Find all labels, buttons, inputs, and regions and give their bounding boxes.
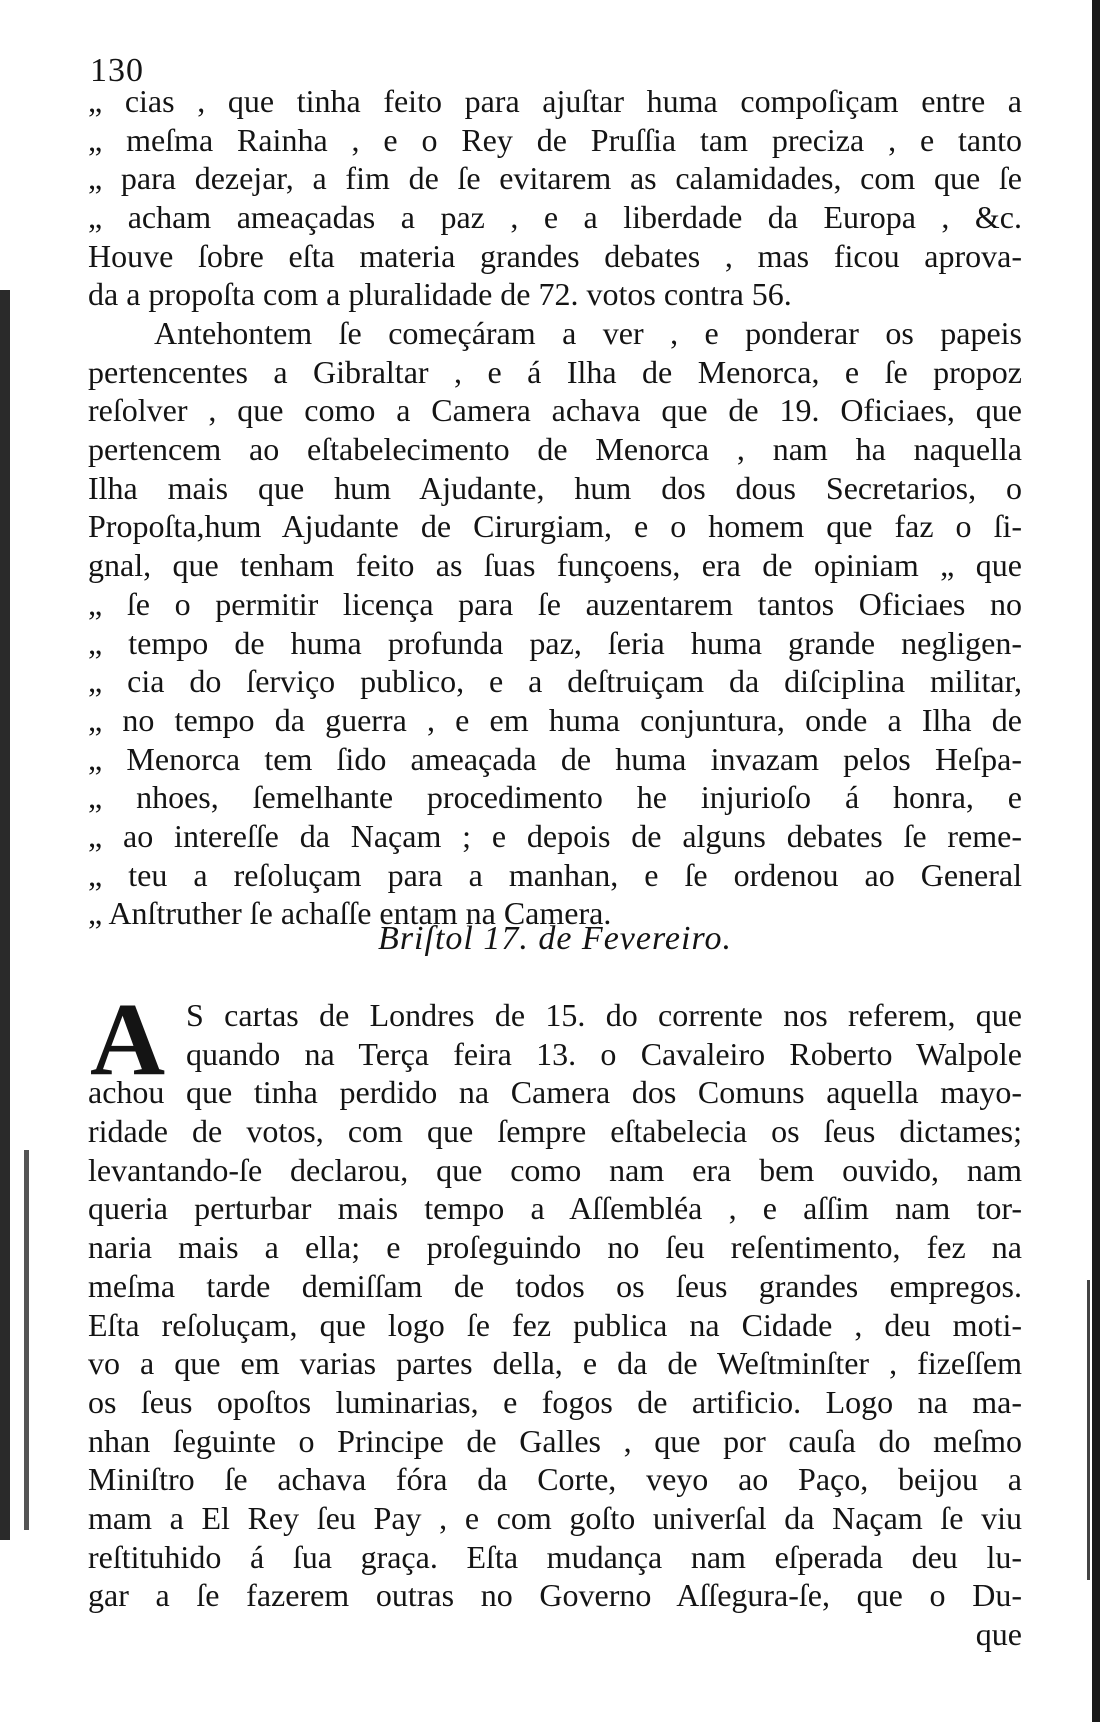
text-line: Ilha mais que hum Ajudante, hum dos dous Secretarios, o: [88, 469, 1022, 506]
text-line: Houve ſobre eſta materia grandes debates , mas ficou aprova-: [88, 237, 1022, 274]
text-line: „ ſe o permitir licença para ſe auzentarem tantos Oficiaes no: [88, 585, 1022, 622]
text-line: reſolver , que como a Camera achava que de 19. Oficiaes, que: [88, 392, 1022, 429]
text-line: gnal, que tenham feito as ſuas funçoens, era de opiniam „ que: [88, 547, 1022, 584]
paragraph-2: [88, 314, 1022, 933]
text-line: quando na Terça feira 13. o Cavaleiro Roberto Walpole: [186, 1035, 1022, 1072]
text-line: „ para dezejar, a fim de ſe evitarem as calamidades, com que ſe: [88, 160, 1022, 197]
text-line: meſma tarde demiſſam de todos os ſeus grandes empregos.: [88, 1267, 1022, 1304]
text-line: mam a El Rey ſeu Pay , e com goſto univerſal da Naçam ſe viu: [88, 1499, 1022, 1536]
text-line: levantando-ſe declarou, que como nam era bem ouvido, nam: [88, 1151, 1022, 1188]
text-line: achou que tinha perdido na Camera dos Comuns aquella mayo-: [88, 1074, 1022, 1111]
page-number: 130: [90, 52, 144, 89]
text-line: naria mais a ella; e proſeguindo no ſeu reſentimento, fez na: [88, 1229, 1022, 1266]
text-line: „ ao intereſſe da Naçam ; e depois de alguns debates ſe reme-: [88, 817, 1022, 854]
text-line: ridade de votos, com que ſempre eſtabelecia os ſeus dictames;: [88, 1113, 1022, 1150]
text-line: da a propoſta com a pluralidade de 72. votos contra 56.: [88, 276, 792, 313]
catchword: que: [975, 1616, 1022, 1652]
drop-cap: A: [90, 982, 166, 1097]
page-edge-shadow-left-inner: [24, 1150, 29, 1530]
text-line: „ meſma Rainha , e o Rey de Pruſſia tam preciza , e tanto: [88, 121, 1022, 158]
text-line: queria perturbar mais tempo a Aſſembléa , e aſſim nam tor-: [88, 1190, 1022, 1227]
text-line: „ acham ameaçadas a paz , e a liberdade da Europa , &c.: [88, 199, 1022, 236]
text-line: „ teu a reſoluçam para a manhan, e ſe ordenou ao General: [88, 856, 1022, 893]
text-line: „ Anſtruther ſe achaſſe entam na Camera.: [88, 895, 612, 932]
text-line: Propoſta,hum Ajudante de Cirurgiam, e o homem que faz o ſi-: [88, 508, 1022, 545]
paragraph-3: [88, 982, 1022, 1654]
text-line: vo a que em varias partes della, e da de Weſtminſter , fizeſſem: [88, 1345, 1022, 1382]
text-line: nhan ſeguinte o Principe de Galles , que por cauſa do meſmo: [88, 1422, 1022, 1459]
text-line: S cartas de Londres de 15. do corrente nos referem, que: [186, 997, 1022, 1033]
text-line: „ no tempo da guerra , e em huma conjuntura, onde a Ilha de: [88, 701, 1022, 738]
text-line: „ Menorca tem ſido ameaçada de huma invazam pelos Heſpa-: [88, 740, 1022, 777]
text-line: „ cias , que tinha feito para ajuſtar huma compoſiçam entre a: [88, 83, 1022, 119]
text-line: „ nhoes, ſemelhante procedimento he injurioſo á honra, e: [88, 779, 1022, 816]
text-line: „ tempo de huma profunda paz, ſeria huma grande negligen-: [88, 624, 1022, 661]
text-line: gar a ſe fazerem outras no Governo Aſſegura-ſe, que o Du-: [88, 1577, 1022, 1614]
paragraph-1: [88, 82, 1022, 314]
text-line: reſtituhido á ſua graça. Eſta mudança nam eſperada deu lu-: [88, 1538, 1022, 1575]
text-line: Miniſtro ſe achava fóra da Corte, veyo ao Paço, beijou a: [88, 1461, 1022, 1498]
text-line: Eſta reſoluçam, que logo ſe fez publica na Cidade , deu moti-: [88, 1306, 1022, 1343]
text-line: Antehontem ſe começáram a ver , e ponderar os papeis: [154, 315, 1022, 351]
text-line: pertencentes a Gibraltar , e á Ilha de Menorca, e ſe propoz: [88, 353, 1022, 390]
text-line: „ cia do ſerviço publico, e a deſtruiçam da diſciplina militar,: [88, 663, 1022, 700]
text-line: os ſeus opoſtos luminarias, e fogos de artificio. Logo na ma-: [88, 1383, 1022, 1420]
page-edge-shadow-right: [1092, 0, 1100, 1722]
page-edge-shadow-left: [0, 290, 10, 1540]
text-line: pertencem ao eſtabelecimento de Menorca , nam ha naquella: [88, 431, 1022, 468]
page-edge-shadow-right-inner: [1087, 1280, 1090, 1580]
section-heading: Briſtol 17. de Fevereiro.: [378, 920, 732, 957]
